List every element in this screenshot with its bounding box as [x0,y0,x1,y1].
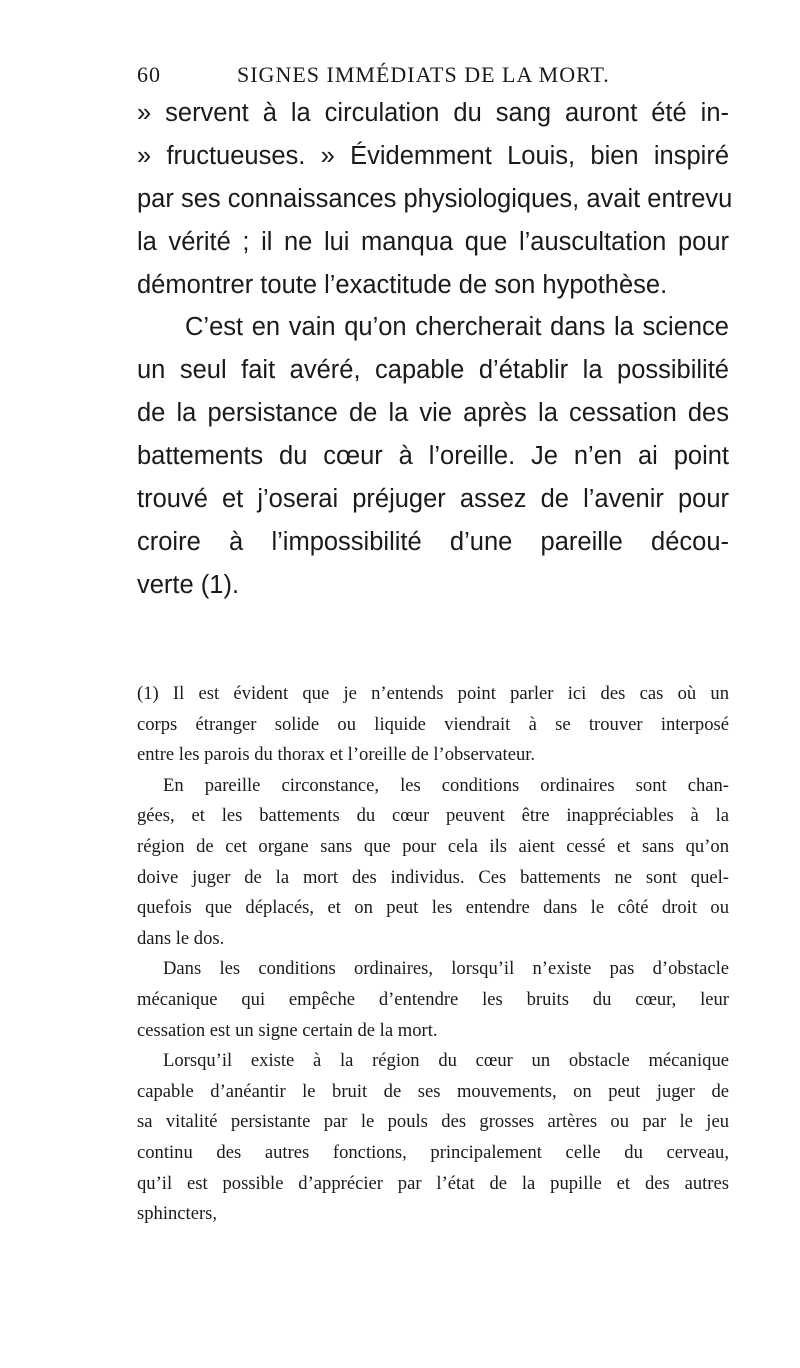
footnote-line: corps étranger solide ou liquide viendrait à se trouver interposé [137,713,729,735]
footnote-line: continu des autres fonctions, principalement celle du cerveau, [137,1141,729,1163]
body-line: par ses connaissances physiologiques, avait entrevu [137,184,733,213]
body-line: trouvé et j’oserai préjuger assez de l’avenir pour [137,485,729,514]
page-number: 60 [137,62,161,87]
footnote-line: Dans les conditions ordinaires, lorsqu’il n’existe pas d’obstacle [163,958,729,980]
main-text [137,92,733,607]
footnote-line: En pareille circonstance, les conditions ordinaires sont chan- [163,774,729,796]
body-line: C’est en vain qu’on chercherait dans la science [185,313,729,342]
body-line: battements du cœur à l’oreille. Je n’en ai point [137,442,729,471]
footnote-line: doive juger de la mort des individus. Ces battements ne sont quel- [137,866,729,888]
body-line: verte (1). [137,570,240,599]
footnote-line: mécanique qui empêche d’entendre les bruits du cœur, leur [137,988,729,1010]
footnotes [137,679,729,1230]
footnote-line: sa vitalité persistante par le pouls des grosses artères ou par le jeu [137,1111,729,1133]
footnote-line: dans le dos. [137,927,225,949]
body-line: un seul fait avéré, capable d’établir la possibilité [137,356,729,385]
footnote-line: qu’il est possible d’apprécier par l’état de la pupille et des autres [137,1172,729,1194]
running-head [137,62,697,94]
footnote-line: gées, et les battements du cœur peuvent être inappréciables à la [137,805,729,827]
body-line: démontrer toute l’exactitude de son hypothèse. [137,270,668,299]
body-line: » servent à la circulation du sang auront été in- [137,99,729,127]
footnote-line: sphincters, [137,1203,218,1225]
footnote-line: Lorsqu’il existe à la région du cœur un obstacle mécanique [163,1050,729,1072]
body-line: » fructueuses. » Évidemment Louis, bien inspiré [137,141,729,170]
body-line: la vérité ; il ne lui manqua que l’auscultation pour [137,227,729,256]
footnote-line: quefois que déplacés, et on peut les entendre dans le côté droit ou [137,897,729,919]
footnote-line: (1) Il est évident que je n’entends point parler ici des cas où un [137,683,729,704]
body-line: croire à l’impossibilité d’une pareille décou- [137,527,729,556]
footnote-line: région de cet organe sans que pour cela ils aient cessé et sans qu’on [137,835,729,857]
footnote-line: entre les parois du thorax et l’oreille de l’observateur. [137,744,536,766]
footnote-line: capable d’anéantir le bruit de ses mouvements, on peut juger de [137,1080,729,1102]
footnote-line: cessation est un signe certain de la mort. [137,1019,438,1041]
running-title: SIGNES IMMÉDIATS DE LA MORT. [237,62,610,87]
body-line: de la persistance de la vie après la cessation des [137,399,729,428]
